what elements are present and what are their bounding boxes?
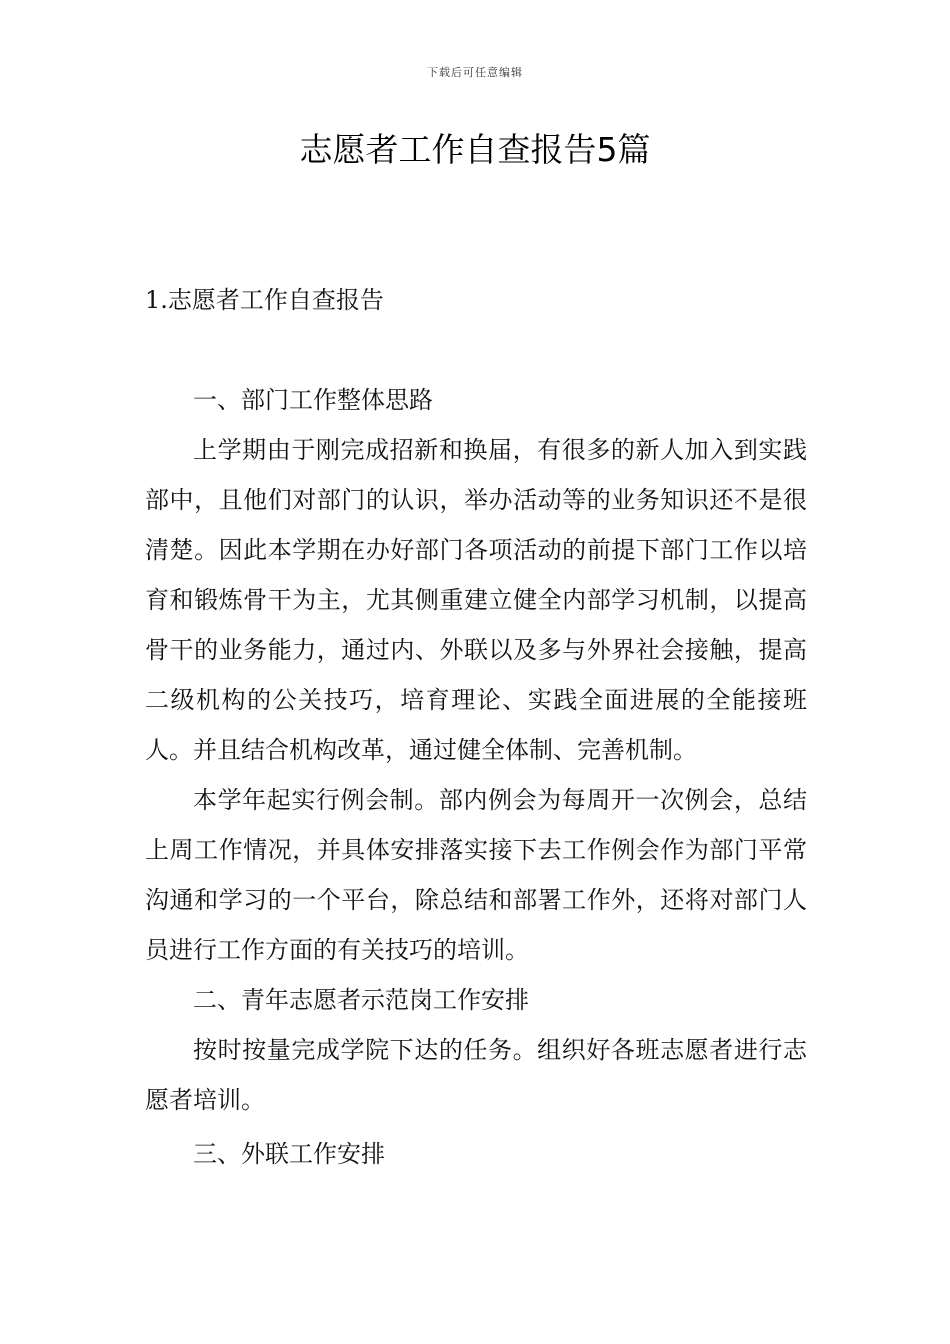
subsection-heading-2: 二、青年志愿者示范岗工作安排 bbox=[193, 986, 529, 1014]
paragraph-2: 本学年起实行例会制。部内例会为每周开一次例会，总结上周工作情况，并具体安排落实接下去工作例会作为部门平常沟通和学习的一个平台，除总结和部署工作外，还将对部门人员进行工作方面的有关技巧的培训。 bbox=[145, 786, 807, 964]
paragraph-1: 上学期由于刚完成招新和换届，有很多的新人加入到实践部中，且他们对部门的认识，举办活动等的业务知识还不是很清楚。因此本学期在办好部门各项活动的前提下部门工作以培育和锻炼骨干为主，尤其侧重建立健全内部学习机制，以提高骨干的业务能力，通过内、外联以及多与外界社会接触，提高二级机构的公关技巧，培育理论、实践全面进展的全能接班人。并且结合机构改革，通过健全体制、完善机制。 bbox=[145, 436, 807, 764]
section-heading: 1.志愿者工作自查报告 bbox=[145, 286, 384, 314]
subsection-heading-1: 一、部门工作整体思路 bbox=[193, 386, 433, 414]
document-title: 志愿者工作自查报告5篇 bbox=[299, 130, 651, 169]
document-body bbox=[145, 375, 807, 1179]
header-note: 下载后可任意编辑 bbox=[427, 66, 523, 79]
paragraph-3: 按时按量完成学院下达的任务。组织好各班志愿者进行志愿者培训。 bbox=[145, 1036, 807, 1114]
subsection-heading-3: 三、外联工作安排 bbox=[193, 1140, 385, 1168]
